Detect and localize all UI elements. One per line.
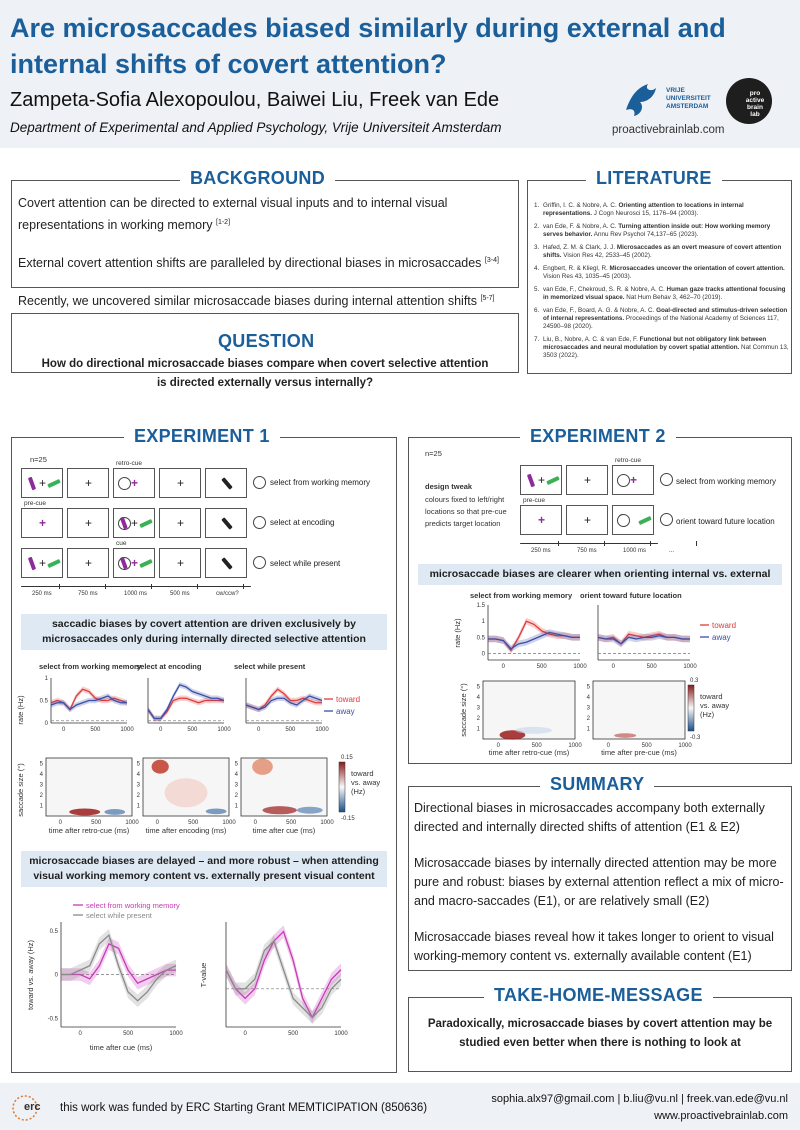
heatmap-frame: [46, 758, 132, 816]
exp2-design-title: design tweak: [425, 482, 473, 491]
y-tick-label: 1: [481, 619, 485, 626]
colorbar-min: -0.15: [341, 816, 355, 822]
exp2-banner: microsaccade biases are clearer when orienting internal vs. external: [418, 564, 782, 585]
green-bar: [47, 559, 60, 568]
y-tick-label: 4: [586, 694, 590, 701]
summary-p3: Microsaccade biases reveal how it takes longer to orient to visual working-memory content vs. externally available content (E1): [414, 930, 774, 963]
exp2-n: n=25: [425, 449, 442, 458]
y-tick-label: 0.5: [49, 928, 58, 935]
summary-title: SUMMARY: [540, 774, 654, 795]
x-tick-label: 1000: [217, 727, 231, 733]
reference-item: 3. Hafed, Z. M. & Clark, J. J. Microsaccades as an overt measure of covert attention shifts. Vision Res 42, 2533–45 (2002).: [534, 244, 782, 259]
background-p2: External covert attention shifts are paralleled by directional biases in microsaccades [3-4]: [18, 256, 499, 271]
colorbar-label: (Hz): [700, 710, 715, 719]
plot-title: select while present: [234, 662, 306, 671]
fixation-cross: +: [177, 516, 185, 530]
logos: [612, 80, 797, 140]
summary-p2: Microsaccade biases by internally directed attention may be more pure and robust: biases by external attention reflect a mix of micro- and macro-saccades (E1), or are relatively small (E2): [414, 856, 784, 908]
purple-bar: [28, 477, 36, 491]
series-band-select-while-present: [226, 935, 341, 1024]
cue-cross: +: [131, 476, 139, 490]
x-tick-label: 500: [187, 727, 198, 733]
authors: Zampeta-Sofia Alexopoulou, Baiwei Liu, Freek van Ede: [10, 89, 500, 111]
colorbar-max: 0.15: [341, 755, 353, 761]
timeline-axis: [520, 543, 658, 544]
y-tick-label: 0: [481, 651, 485, 658]
timeline-label: 750 ms: [577, 548, 597, 554]
green-bar: [47, 479, 60, 488]
timeline-label: ...: [669, 548, 675, 554]
x-tick-label: 1000: [334, 1031, 348, 1037]
colorbar-max: 0.3: [690, 678, 699, 684]
y-tick-label: 2: [39, 792, 43, 799]
reference-item: 2. van Ede, F. & Nobre, A. C. Turning attention inside out: How working memory serves behavior. Annu Rev Psychol 74,137–65 (2023).: [534, 223, 771, 238]
exp1-condition-wm: select from working memory: [270, 478, 371, 487]
x-tick-label: 0: [501, 664, 506, 670]
y-tick-label: 5: [476, 684, 480, 691]
trial-frame: [21, 468, 63, 498]
y-tick-label: 5: [39, 761, 43, 768]
heatmap-blob: [263, 806, 297, 814]
trial-frame: [159, 508, 201, 538]
trial-frame: [67, 548, 109, 578]
y-tick-label: 4: [39, 771, 43, 778]
y-tick-label: 1: [234, 803, 238, 810]
trial-frame: [159, 468, 201, 498]
timeline-label: cw/ccw?: [216, 591, 239, 597]
trial-frame: [520, 505, 562, 535]
exp1-n: n=25: [30, 455, 47, 464]
reference-item: 1. Griffin, I. C. & Nobre, A. C. Orienting attention to locations in internal representations. J Cogn Neurosci 15, 1176–94 (2003).: [534, 202, 744, 217]
reference-item: 5. van Ede, F., Chekroud, S. R. & Nobre, A. C. Human gaze tracks attentional focusing in memorized visual space. Nat Hum Behav 3, 462–70 (2019).: [534, 286, 786, 301]
bottom-x-label: time after cue (ms): [89, 1043, 153, 1052]
fixation-cross: +: [85, 516, 93, 530]
rate-y-label: rate (Hz): [16, 695, 25, 725]
colorbar-label: vs. away: [351, 778, 381, 787]
x-axis-label: time after retro-cue (ms): [488, 748, 570, 757]
x-tick-label: 0: [606, 743, 611, 749]
timeline-tick: [197, 584, 198, 589]
trial-frame: [566, 465, 608, 495]
fixation-cross: +: [538, 473, 546, 487]
exp1-banner-1: saccadic biases by covert attention are driven exclusively by microsaccades only during internally directed selective attention: [21, 614, 387, 650]
y-tick-label: 0: [44, 721, 48, 727]
y-tick-label: 3: [39, 782, 43, 789]
y-tick-label: 1.5: [476, 603, 485, 609]
exp1-bias-timecourse-plots: [11, 890, 397, 1070]
tvalue-y-label: T-value: [199, 962, 208, 988]
poster-title: Are microsaccades biased similarly during external and internal shifts of covert attention?: [10, 13, 726, 79]
trial-frame: [205, 468, 247, 498]
trial-frame: [67, 468, 109, 498]
placeholder-circle: [617, 474, 630, 487]
fixation-cross: +: [584, 473, 592, 487]
size-y-label: saccade size (°): [16, 763, 25, 817]
x-tick-label: 1000: [169, 1031, 183, 1037]
background-p3: Recently, we uncovered similar microsaccade biases during internal attention shifts [5-7]: [18, 294, 495, 309]
heatmap-blob: [252, 759, 273, 775]
reference-item: 6. van Ede, F., Board, A. G. & Nobre, A. C. Goal-directed and stimulus-driven selection of internal representations. Proceedings of the National Academy of Sciences 117, 24590–98 (2020).: [534, 307, 788, 330]
trial-frame: [205, 508, 247, 538]
x-tick-label: 0: [496, 743, 501, 749]
timeline-tick: [696, 541, 697, 546]
y-tick-label: -0.5: [47, 1016, 58, 1023]
green-bar: [546, 476, 559, 485]
x-axis-label: time after encoding (ms): [145, 826, 227, 835]
trial-frame: [205, 548, 247, 578]
exp2-rate-and-size-plots: [408, 585, 792, 763]
purple-bar: [527, 474, 535, 488]
question-title: QUESTION: [208, 331, 324, 352]
timeline-label: 250 ms: [32, 591, 52, 597]
legend-toward: toward: [336, 695, 361, 704]
trial-frame: [21, 548, 63, 578]
cue-label: pre-cue: [523, 497, 546, 504]
placeholder-circle: [617, 514, 630, 527]
background-title: BACKGROUND: [180, 168, 335, 189]
fixation-cross: +: [85, 556, 93, 570]
x-tick-label: 500: [288, 1031, 299, 1037]
x-tick-label: 0: [78, 1031, 82, 1037]
y-tick-label: 2: [136, 792, 140, 799]
exp2-design-text: colours fixed to left/right locations so that pre-cue predicts target location: [425, 495, 507, 528]
affiliation: Department of Experimental and Applied Psychology, Vrije Universiteit Amsterdam: [10, 120, 502, 135]
timeline-tick: [105, 584, 106, 589]
y-tick-label: 0.5: [39, 698, 48, 705]
trial-frame: [21, 508, 63, 538]
y-tick-label: 0.5: [476, 635, 485, 642]
fixation-cross: +: [39, 556, 47, 570]
x-tick-label: 500: [90, 727, 101, 733]
exp1-condition-present: select while present: [270, 559, 341, 568]
trial-frame: [520, 465, 562, 495]
legend-away: away: [712, 633, 731, 642]
y-tick-label: 1: [39, 803, 43, 810]
timeline-tick: [558, 541, 559, 546]
legend-present: select while present: [86, 911, 152, 920]
fixation-cross: +: [131, 516, 139, 530]
x-tick-label: 1000: [222, 820, 236, 826]
x-tick-label: 1000: [315, 727, 329, 733]
timeline-tick: [151, 584, 152, 589]
y-tick-label: 1: [476, 726, 480, 733]
takehome-title: TAKE-HOME-MESSAGE: [484, 985, 713, 1006]
reference-item: 7. Liu, B., Nobre, A. C. & van Ede, F. Functional but not obligatory link between microsaccades and neural modulation by covert spatial attention. Nat Commun 13, 3503 (2022).: [534, 336, 789, 359]
exp2-condition-wm: select from working memory: [676, 477, 777, 486]
colorbar-min: -0.3: [690, 735, 701, 741]
contact-site[interactable]: www.proactivebrainlab.com: [654, 1110, 788, 1122]
literature-title: LITERATURE: [586, 168, 722, 189]
green-bar: [139, 559, 152, 568]
x-tick-label: 0: [611, 664, 616, 670]
background-p1: Covert attention can be directed to external visual inputs and to internal visual representations in working memory [1-2]: [18, 196, 448, 233]
x-tick-label: 500: [123, 1031, 134, 1037]
x-axis-label: time after retro-cue (ms): [48, 826, 130, 835]
cue-cross: +: [630, 473, 638, 487]
reference-item: 4. Engbert, R. & Kliegl, R. Microsaccades uncover the orientation of covert attention. Vision Res 43, 1035–45 (2003).: [534, 265, 785, 280]
y-tick-label: 2: [234, 792, 238, 799]
timeline-label: 1000 ms: [124, 591, 148, 597]
trial-frame: [113, 508, 155, 538]
x-tick-label: 500: [646, 664, 657, 670]
fixation-cross: +: [584, 513, 592, 527]
experiment1-title: EXPERIMENT 1: [124, 426, 280, 447]
response-dial: [253, 476, 266, 489]
trial-frame: [566, 505, 608, 535]
heatmap-blob: [104, 809, 125, 815]
colorbar: [688, 685, 694, 731]
y-tick-label: 3: [234, 782, 238, 789]
contact-info: [491, 1091, 788, 1125]
timeline-tick: [59, 584, 60, 589]
colorbar-label: vs. away: [700, 701, 730, 710]
poster-footer: [0, 1083, 800, 1130]
y-tick-label: 1: [44, 676, 48, 682]
heatmap-blob: [165, 778, 208, 807]
legend-wm: select from working memory: [86, 901, 180, 910]
placeholder-circle: [118, 517, 131, 530]
response-dial: [660, 473, 673, 486]
probe-bar: [221, 557, 232, 570]
summary-p1: Directional biases in microsaccades accompany both externally directed and internally directed shifts of attention (E1 & E2): [414, 801, 765, 834]
colorbar-label: toward: [700, 692, 723, 701]
response-dial: [660, 513, 673, 526]
y-tick-label: 3: [586, 705, 590, 712]
x-tick-label: 1000: [568, 743, 582, 749]
x-tick-label: 0: [253, 820, 258, 826]
x-tick-label: 1000: [120, 727, 134, 733]
cue-label: retro-cue: [116, 460, 143, 467]
fixation-cross: +: [85, 476, 93, 490]
green-bar: [638, 516, 651, 525]
y-tick-label: 3: [476, 705, 480, 712]
x-tick-label: 500: [641, 743, 652, 749]
placeholder-circle: [118, 557, 131, 570]
x-tick-label: 1000: [683, 664, 697, 670]
purple-bar: [120, 518, 128, 530]
question-text: How do directional microsaccade biases compare when covert selective attention is directed externally versus internally?: [41, 358, 489, 389]
y-tick-label: 2: [476, 715, 480, 722]
fixation-cross: +: [177, 476, 185, 490]
x-tick-label: 1000: [320, 820, 334, 826]
x-tick-label: 1000: [125, 820, 139, 826]
x-tick-label: 500: [536, 664, 547, 670]
y-tick-label: 1: [136, 803, 140, 810]
trial-frame: [159, 548, 201, 578]
plot-title: select from working memory: [39, 662, 142, 671]
x-tick-label: 1000: [573, 664, 587, 670]
exp1-rate-and-size-plots: [11, 650, 397, 840]
response-dial: [253, 516, 266, 529]
x-tick-label: 500: [188, 820, 199, 826]
x-tick-label: 500: [285, 727, 296, 733]
rate-y-label: rate (Hz): [453, 618, 462, 648]
lab-website[interactable]: proactivebrainlab.com: [612, 124, 725, 136]
y-tick-label: 4: [476, 694, 480, 701]
timeline-label: 750 ms: [78, 591, 98, 597]
cue-cross: +: [39, 516, 47, 530]
legend-toward: toward: [712, 621, 737, 630]
bias-y-label: toward vs. away (Hz): [26, 939, 35, 1011]
heatmap-blob: [515, 727, 552, 734]
y-tick-label: 3: [136, 782, 140, 789]
trial-frame: [113, 548, 155, 578]
timeline-tick: [604, 541, 605, 546]
y-tick-label: 5: [586, 684, 590, 691]
y-tick-label: 5: [234, 761, 238, 768]
fixation-cross: +: [39, 476, 47, 490]
timeline-label: 250 ms: [531, 548, 551, 554]
x-axis-label: time after cue (ms): [252, 826, 316, 835]
x-tick-label: 500: [531, 743, 542, 749]
takehome-text: Paradoxically, microsaccade biases by covert attention may be studied even better when there is nothing to look at: [427, 1018, 773, 1049]
timeline-tick: [650, 541, 651, 546]
colorbar-label: (Hz): [351, 787, 366, 796]
colorbar-label: toward: [351, 769, 374, 778]
heatmap-blob: [297, 807, 323, 814]
timeline-label: 1000 ms: [623, 548, 647, 554]
pbl-logo: pro active brain lab: [726, 78, 772, 124]
exp1-banner-2: microsaccade biases are delayed – and more robust – when attending visual working memory content vs. externally present visual content: [21, 851, 387, 887]
y-tick-label: 2: [586, 715, 590, 722]
y-tick-label: 1: [586, 726, 590, 733]
plot-title: orient toward future location: [580, 591, 682, 600]
experiment2-title: EXPERIMENT 2: [520, 426, 676, 447]
x-tick-label: 0: [243, 1031, 247, 1037]
contact-emails[interactable]: sophia.alx97@gmail.com | b.liu@vu.nl | freek.van.ede@vu.nl: [491, 1093, 788, 1105]
vu-logo-text: VRIJE UNIVERSITEIT AMSTERDAM: [666, 87, 711, 110]
cue-cross: +: [538, 513, 546, 527]
trial-frame: [113, 468, 155, 498]
x-axis-label: time after pre-cue (ms): [601, 748, 677, 757]
cue-label: cue: [116, 540, 127, 547]
y-tick-label: 5: [136, 761, 140, 768]
x-tick-label: 1000: [678, 743, 692, 749]
probe-bar: [221, 517, 232, 530]
purple-bar: [28, 557, 36, 571]
response-dial: [253, 556, 266, 569]
purple-bar: [120, 558, 128, 570]
timeline-label: 500 ms: [170, 591, 190, 597]
trial-frame: [612, 465, 654, 495]
x-tick-label: 500: [286, 820, 297, 826]
green-bar: [139, 519, 152, 528]
y-tick-label: 4: [136, 771, 140, 778]
y-tick-label: 4: [234, 771, 238, 778]
cue-label: retro-cue: [615, 457, 642, 464]
x-tick-label: 0: [256, 727, 261, 733]
erc-logo: erc: [10, 1093, 50, 1123]
timeline-tick: [243, 584, 244, 589]
vu-logo: [622, 80, 732, 120]
heatmap-blob: [206, 808, 227, 814]
trial-frame: [67, 508, 109, 538]
trial-frame: [612, 505, 654, 535]
size-y-label: saccade size (°): [459, 683, 468, 737]
cue-label: pre-cue: [24, 500, 47, 507]
heatmap-blob: [614, 733, 636, 738]
x-tick-label: 0: [155, 820, 160, 826]
legend-away: away: [336, 707, 355, 716]
fixation-cross: +: [177, 556, 185, 570]
heatmap-frame: [593, 681, 685, 739]
heatmap-blob: [69, 808, 100, 815]
plot-title: select from working memory: [470, 591, 573, 600]
exp2-condition-future: orient toward future location: [676, 517, 775, 526]
x-tick-label: 0: [61, 727, 66, 733]
x-tick-label: 0: [58, 820, 63, 826]
y-tick-label: 0: [54, 972, 58, 979]
reference-list: [534, 202, 792, 365]
cue-cross: +: [131, 556, 139, 570]
colorbar: [339, 762, 345, 812]
exp1-condition-encoding: select at encoding: [270, 518, 335, 527]
funding-note: this work was funded by ERC Starting Grant MEMTICIPATION (850636): [60, 1102, 428, 1114]
x-tick-label: 500: [91, 820, 102, 826]
placeholder-circle: [118, 477, 131, 490]
timeline-axis: [21, 586, 251, 587]
probe-bar: [221, 477, 232, 490]
plot-title: select at encoding: [136, 662, 202, 671]
griffin-icon: [622, 80, 662, 120]
poster-header: [0, 0, 800, 148]
x-tick-label: 0: [158, 727, 163, 733]
heatmap-blob: [152, 760, 169, 774]
